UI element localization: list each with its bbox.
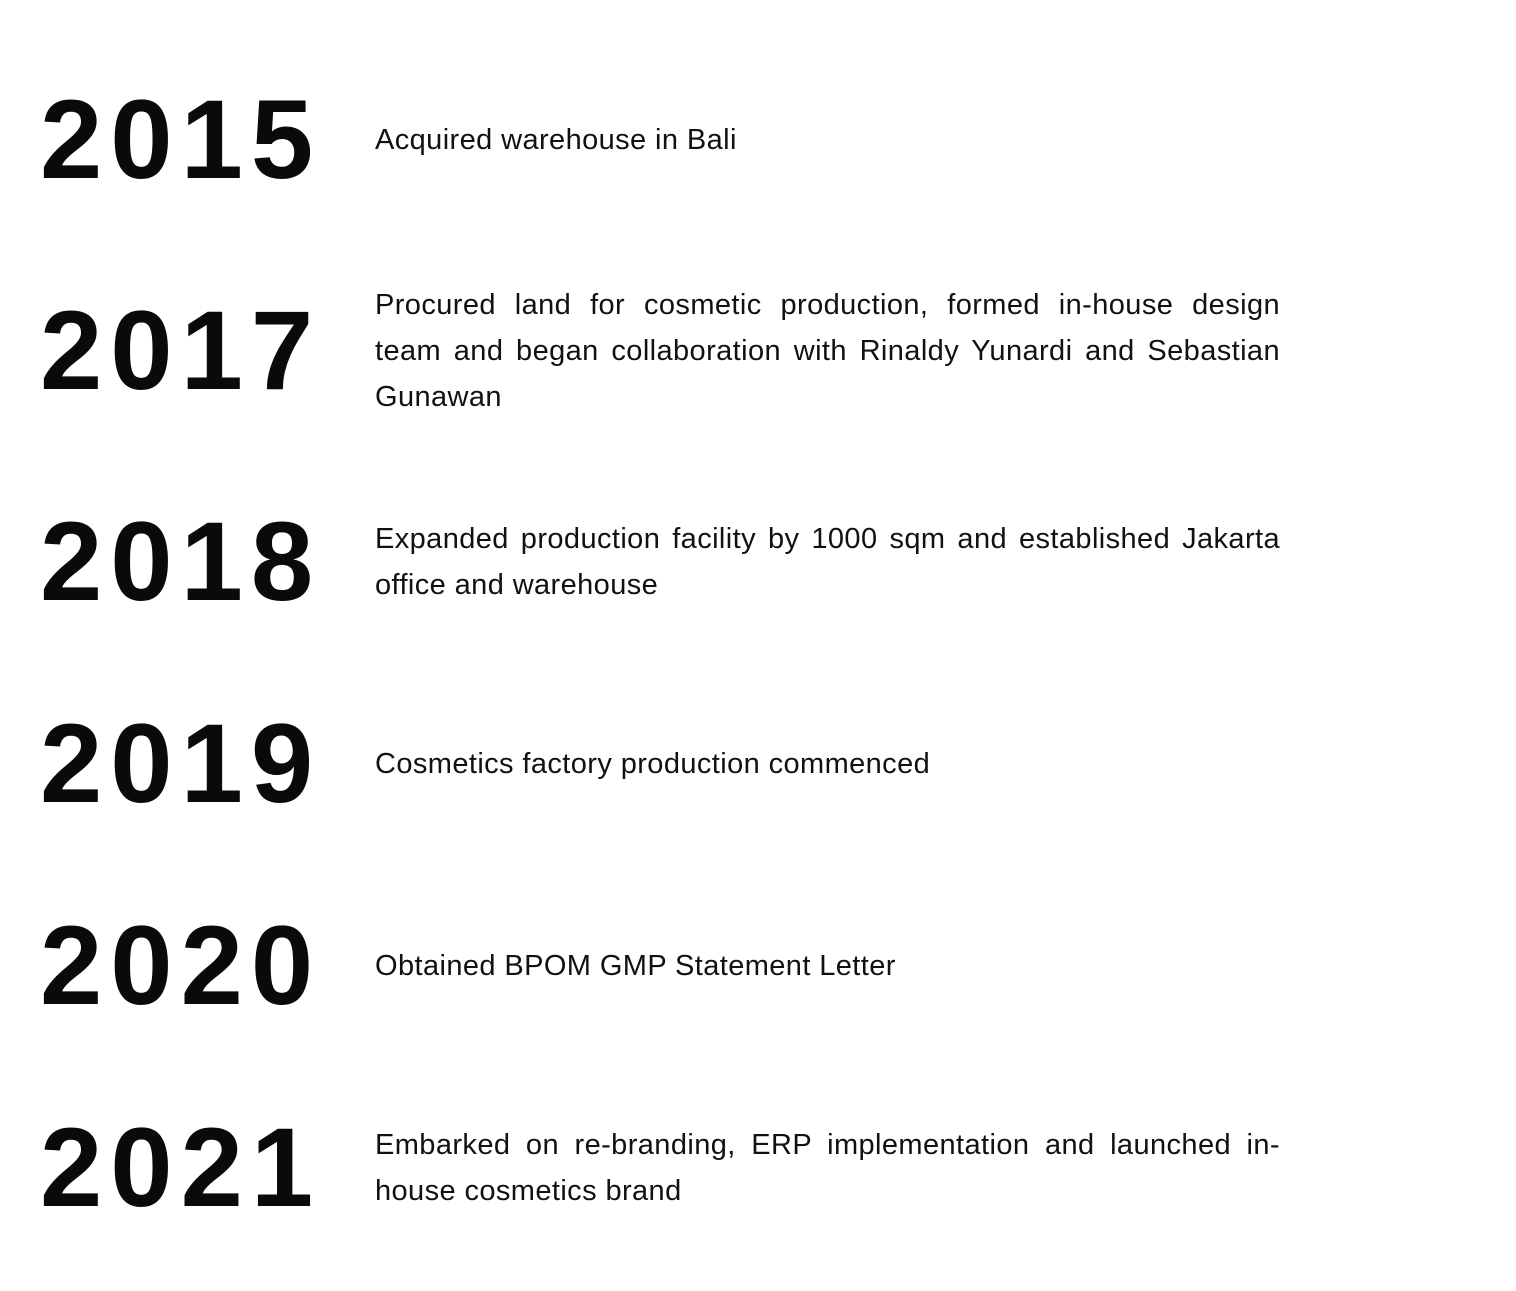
timeline-row-2015 — [40, 77, 1476, 202]
milestone-description: Acquired warehouse in Bali — [375, 124, 737, 156]
milestone-description: Cosmetics factory production commenced — [375, 748, 931, 780]
year-label: 2018 — [40, 499, 322, 624]
year-label: 2019 — [40, 701, 322, 826]
milestone-description: Obtained BPOM GMP Statement Letter — [375, 950, 896, 982]
timeline-row-2018 — [40, 499, 1476, 624]
timeline-row-2019 — [40, 701, 1476, 826]
timeline-row-2017 — [40, 282, 1476, 420]
milestone-description: Procured land for cosmetic production, formed in-house design team and began collaboration with Rinaldy Yunardi and Sebastian Gunawan — [375, 289, 1280, 413]
year-label: 2015 — [40, 77, 322, 202]
milestone-description: Expanded production facility by 1000 sqm and established Jakarta office and warehouse — [375, 523, 1280, 601]
year-label: 2017 — [40, 288, 322, 413]
milestone-description: Embarked on re-branding, ERP implementation and launched in-house cosmetics brand — [375, 1129, 1280, 1207]
timeline-row-2020 — [40, 903, 1476, 1028]
timeline-row-2021 — [40, 1105, 1476, 1230]
year-label: 2020 — [40, 903, 322, 1028]
year-label: 2021 — [40, 1105, 322, 1230]
